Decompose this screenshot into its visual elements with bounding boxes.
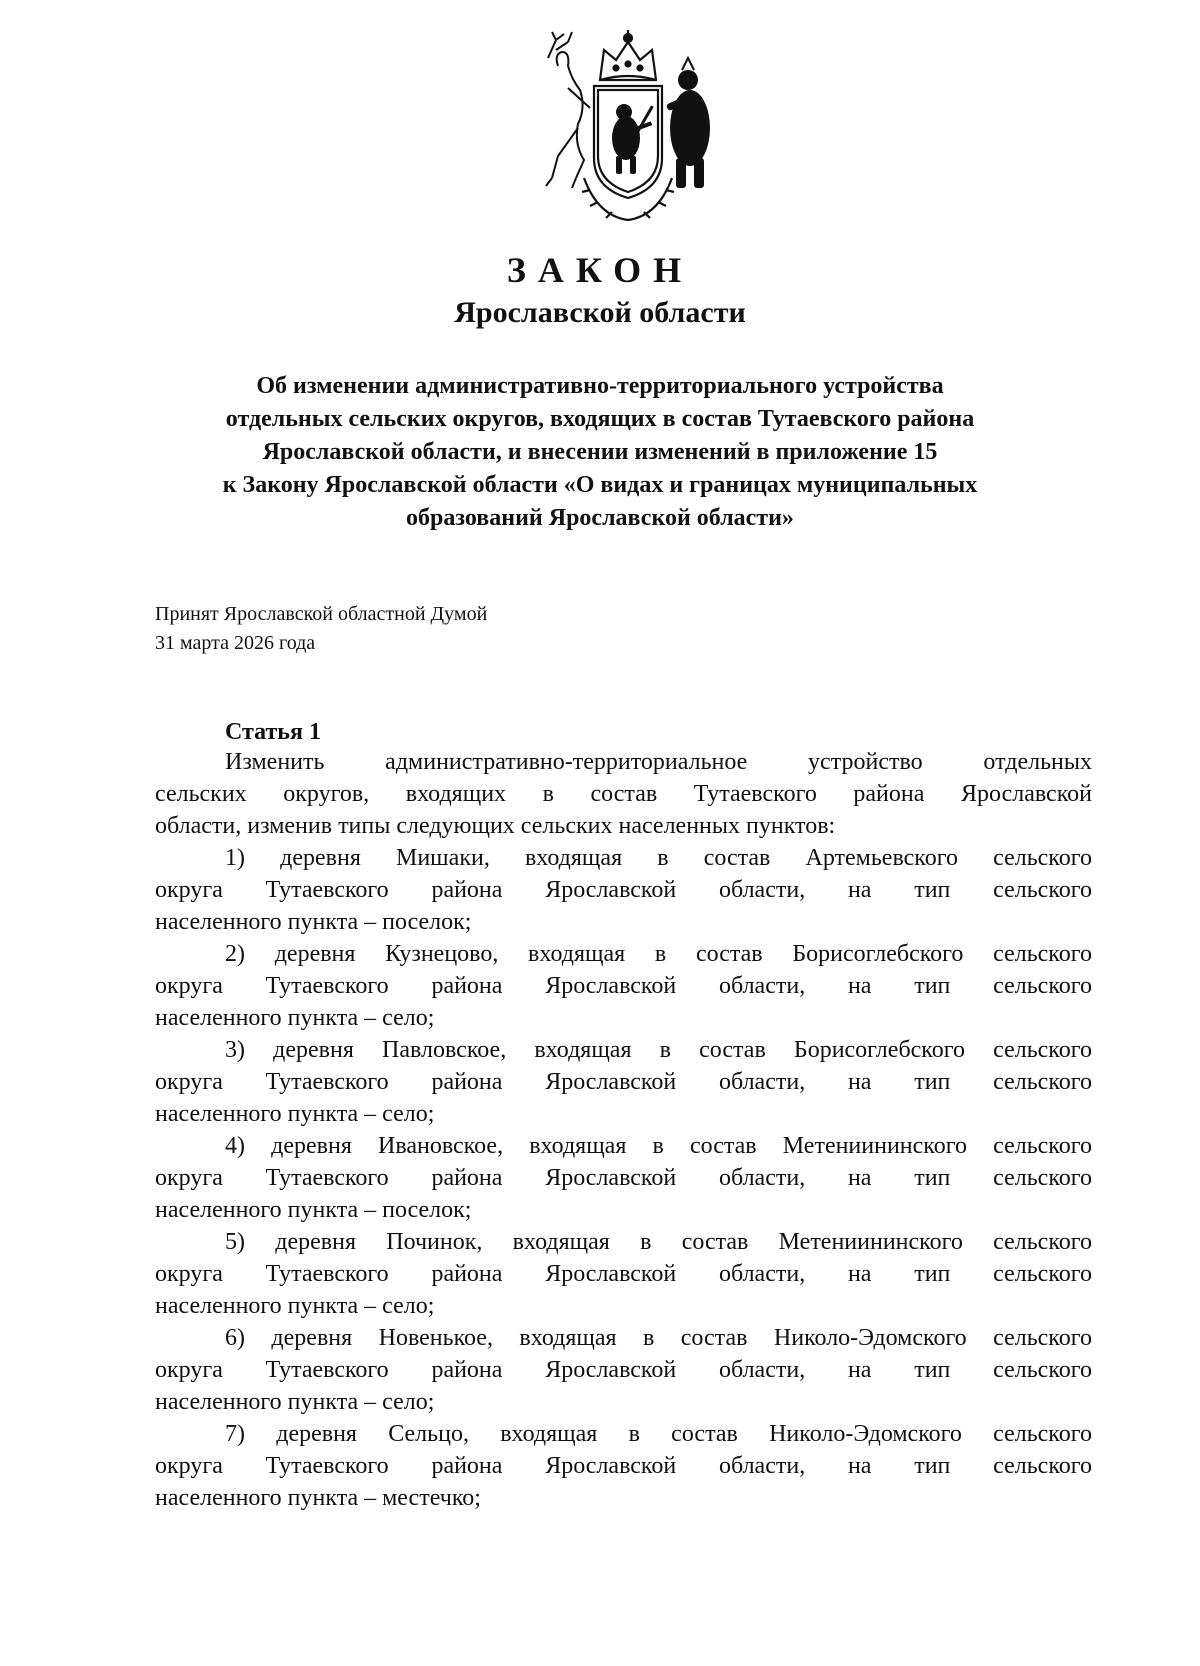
- text-line: округа Тутаевского района Ярославской области, на тип сельского: [155, 1261, 1092, 1287]
- list-item: [155, 842, 1092, 938]
- text-line: 1) деревня Мишаки, входящая в состав Артемьевского сельского: [225, 845, 1092, 871]
- list-item: [155, 1034, 1092, 1130]
- text-line: Изменить административно-территориальное устройство отдельных: [225, 749, 1092, 775]
- text-line: населенного пункта – село;: [155, 1293, 435, 1319]
- list-item: [155, 1226, 1092, 1322]
- list-item: [155, 1130, 1092, 1226]
- adoption-date: 31 марта 2026 года: [155, 632, 316, 654]
- title-line: образований Ярославской области»: [406, 505, 794, 531]
- title-line: Ярославской области, и внесении изменений в приложение 15: [262, 439, 938, 465]
- adoption-body: Принят Ярославской областной Думой: [155, 603, 488, 625]
- text-line: округа Тутаевского района Ярославской области, на тип сельского: [155, 877, 1092, 903]
- text-line: населенного пункта – село;: [155, 1005, 435, 1031]
- list-item: [155, 1322, 1092, 1418]
- article-heading: Статья 1: [225, 719, 321, 745]
- coat-of-arms-icon: [528, 28, 728, 228]
- title-line: Об изменении административно-территориального устройства: [256, 373, 944, 399]
- text-line: 2) деревня Кузнецово, входящая в состав Борисоглебского сельского: [225, 941, 1092, 967]
- text-line: округа Тутаевского района Ярославской области, на тип сельского: [155, 1165, 1092, 1191]
- title-line: отдельных сельских округов, входящих в состав Тутаевского района: [225, 406, 975, 432]
- law-region: Ярославской области: [454, 296, 746, 329]
- text-line: сельских округов, входящих в состав Тутаевского района Ярославской: [155, 781, 1092, 807]
- text-line: населенного пункта – село;: [155, 1389, 435, 1415]
- text-line: округа Тутаевского района Ярославской области, на тип сельского: [155, 1357, 1092, 1383]
- text-line: области, изменив типы следующих сельских населенных пунктов:: [155, 813, 836, 839]
- text-line: 7) деревня Сельцо, входящая в состав Николо-Эдомского сельского: [225, 1421, 1092, 1447]
- text-line: населенного пункта – поселок;: [155, 1197, 472, 1223]
- text-line: округа Тутаевского района Ярославской области, на тип сельского: [155, 1069, 1092, 1095]
- list-item: [155, 1418, 1092, 1514]
- text-line: населенного пункта – село;: [155, 1101, 435, 1127]
- article-intro: [155, 746, 1092, 842]
- law-heading: ЗАКОН: [506, 250, 694, 290]
- text-line: округа Тутаевского района Ярославской области, на тип сельского: [155, 1453, 1092, 1479]
- text-line: 3) деревня Павловское, входящая в состав Борисоглебского сельского: [225, 1037, 1092, 1063]
- text-line: 4) деревня Ивановское, входящая в состав Метениининского сельского: [225, 1133, 1092, 1159]
- text-line: 6) деревня Новенькое, входящая в состав Николо-Эдомского сельского: [225, 1325, 1092, 1351]
- adoption-note: [155, 600, 487, 658]
- text-line: округа Тутаевского района Ярославской области, на тип сельского: [155, 973, 1092, 999]
- list-item: [155, 938, 1092, 1034]
- text-line: 5) деревня Починок, входящая в состав Метениининского сельского: [225, 1229, 1092, 1255]
- article-body: [155, 746, 1092, 1514]
- text-line: населенного пункта – местечко;: [155, 1485, 481, 1511]
- title-line: к Закону Ярославской области «О видах и границах муниципальных: [222, 472, 978, 498]
- document-title: [0, 370, 1200, 535]
- text-line: населенного пункта – поселок;: [155, 909, 472, 935]
